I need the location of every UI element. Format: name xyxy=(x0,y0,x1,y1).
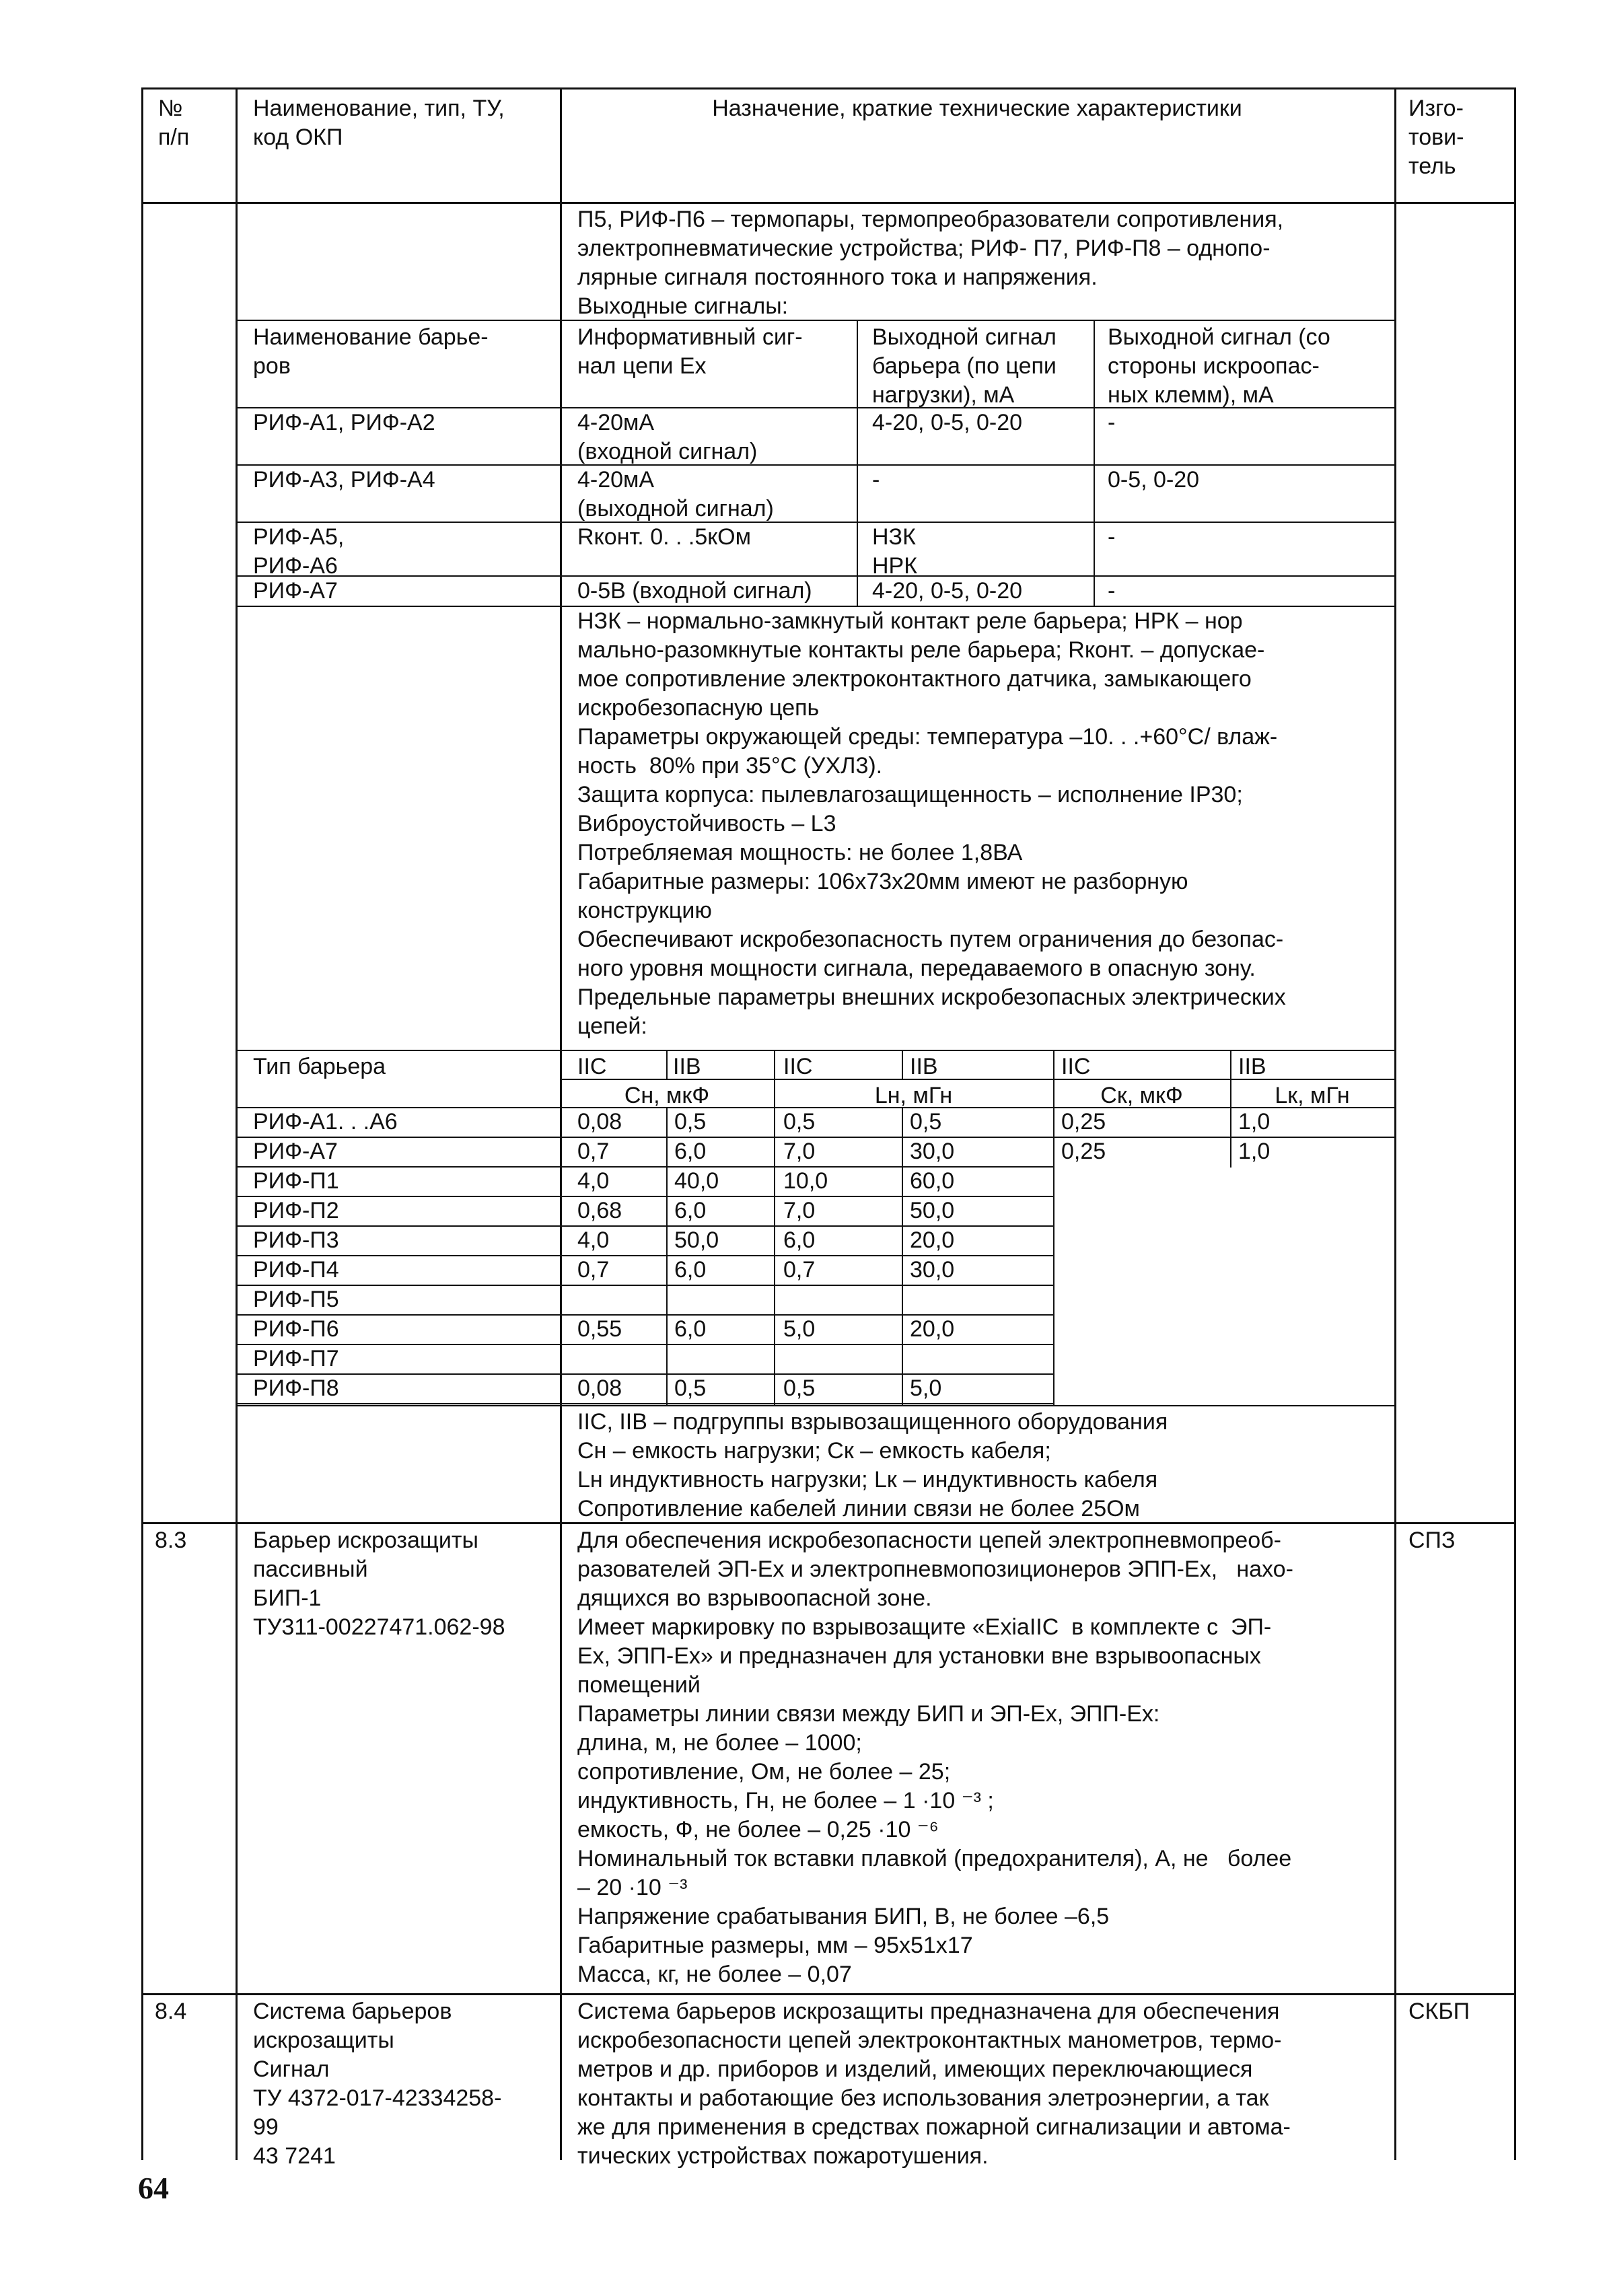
grid-line xyxy=(560,87,562,2160)
header-name-label: код ОКП xyxy=(253,124,343,150)
notes-text: Параметры окружающей среды: температура –10. . .+60°С/ влаж- xyxy=(577,724,1278,750)
row-8-3-name: Барьер искрозащиты xyxy=(253,1528,478,1553)
signals-row-output-terminals: - xyxy=(1108,578,1116,604)
grid-line xyxy=(666,1050,668,1079)
signals-row-name: РИФ-А3, РИФ-А4 xyxy=(253,467,435,493)
params-row-value: 4,0 xyxy=(577,1227,610,1253)
header-number-label: п/п xyxy=(158,124,190,150)
params-unit-label: Ск, мкФ xyxy=(1100,1083,1183,1108)
row-8-3-description: индуктивность, Гн, не более – 1 ·10 ⁻³ ; xyxy=(577,1788,994,1814)
grid-line xyxy=(141,1993,1514,1995)
row-8-4-name: 99 xyxy=(253,2114,279,2140)
signals-header-output-terminals: стороны искроопас- xyxy=(1108,353,1320,379)
row-8-3-description: Масса, кг, не более – 0,07 xyxy=(577,1962,852,1987)
grid-line xyxy=(236,1403,1053,1404)
params-row-value: 30,0 xyxy=(910,1257,955,1283)
params-row-value: 0,7 xyxy=(577,1139,610,1164)
params-row-value: 6,0 xyxy=(674,1257,707,1283)
grid-line xyxy=(1094,320,1095,606)
params-row-name: РИФ-П6 xyxy=(253,1316,339,1342)
params-group-label: IIB xyxy=(673,1054,701,1079)
legend-text: Lн индуктивность нагрузки; Lк – индуктивность кабеля xyxy=(577,1467,1158,1493)
intro-text: Выходные сигналы: xyxy=(577,293,789,319)
notes-text: конструкцию xyxy=(577,898,712,923)
params-row-value: 6,0 xyxy=(674,1139,707,1164)
signals-row-input: (входной сигнал) xyxy=(577,439,758,464)
row-8-4-name: ТУ 4372-017-42334258- xyxy=(253,2085,502,2111)
signals-row-output-load: НРК xyxy=(872,553,918,579)
signals-row-name: РИФ-А5, xyxy=(253,524,345,550)
row-8-3-description: Напряжение срабатывания БИП, В, не более –6,5 xyxy=(577,1904,1110,1929)
signals-header-output-terminals: ных клемм), мА xyxy=(1108,382,1274,408)
header-number-label: № xyxy=(158,96,183,121)
header-purpose-label: Назначение, краткие технические характеристики xyxy=(712,96,1242,121)
params-row-value: 0,7 xyxy=(783,1257,816,1283)
params-row-value: 7,0 xyxy=(783,1198,816,1223)
row-8-4-maker: СКБП xyxy=(1408,1999,1470,2024)
signals-row-output-terminals: - xyxy=(1108,524,1116,550)
params-unit-label: Lк, мГн xyxy=(1275,1083,1350,1108)
row-8-3-description: разователей ЭП-Ех и электропневмопозиционеров ЭПП-Ех, нахо- xyxy=(577,1556,1293,1582)
params-row-value: 0,68 xyxy=(577,1198,622,1223)
params-row-value: 0,5 xyxy=(783,1109,816,1135)
intro-text: электропневматические устройства; РИФ- П7, РИФ-П8 – однопо- xyxy=(577,236,1271,261)
signals-row-name: РИФ-А7 xyxy=(253,578,338,604)
params-unit-label: Сн, мкФ xyxy=(624,1083,710,1108)
grid-line xyxy=(236,522,1394,523)
notes-text: НЗК – нормально-замкнутый контакт реле барьера; НРК – нор xyxy=(577,608,1243,634)
params-row-value: 6,0 xyxy=(783,1227,816,1253)
grid-line xyxy=(236,1050,1394,1051)
notes-text: ного уровня мощности сигнала, передаваемого в опасную зону. xyxy=(577,956,1256,981)
row-8-4-name: Система барьеров xyxy=(253,1999,452,2024)
signals-header-name: Наименование барье- xyxy=(253,324,489,350)
params-group-label: IIC xyxy=(783,1054,813,1079)
grid-line xyxy=(141,202,1514,204)
params-row-value: 1,0 xyxy=(1238,1139,1271,1164)
signals-header-input: Информативный сиг- xyxy=(577,324,803,350)
params-row-name: РИФ-П3 xyxy=(253,1227,339,1253)
signals-header-input: нал цепи Ex xyxy=(577,353,707,379)
row-8-3-description: Имеет маркировку по взрывозащите «ExiaIIC в комплекте с ЭП- xyxy=(577,1614,1272,1640)
signals-row-name: РИФ-А6 xyxy=(253,553,338,579)
notes-text: ность 80% при 35°С (УХЛ3). xyxy=(577,753,883,779)
params-row-name: РИФ-П7 xyxy=(253,1346,339,1371)
grid-line xyxy=(857,320,858,606)
params-row-value: 60,0 xyxy=(910,1168,955,1194)
params-row-value: 0,08 xyxy=(577,1109,622,1135)
row-8-3-description: дящихся во взрывоопасной зоне. xyxy=(577,1585,932,1611)
notes-text: Обеспечивают искробезопасность путем ограничения до безопас- xyxy=(577,927,1284,952)
params-row-name: РИФ-А7 xyxy=(253,1139,338,1164)
signals-row-output-load: - xyxy=(872,467,880,493)
row-8-3-description: Ех, ЭПП-Ех» и предназначен для установки вне взрывоопасных xyxy=(577,1643,1261,1669)
row-8-3-number: 8.3 xyxy=(155,1528,187,1553)
row-8-3-description: – 20 ·10 ⁻³ xyxy=(577,1875,688,1900)
params-row-name: РИФ-П1 xyxy=(253,1168,339,1194)
legend-text: Сн – емкость нагрузки; Ск – емкость кабеля; xyxy=(577,1438,1051,1464)
params-group-label: IIB xyxy=(910,1054,938,1079)
signals-row-name: РИФ-А1, РИФ-А2 xyxy=(253,410,435,435)
row-8-4-description: тических устройствах пожаротушения. xyxy=(577,2143,989,2169)
signals-header-output-load: барьера (по цепи xyxy=(872,353,1057,379)
row-8-3-description: длина, м, не более – 1000; xyxy=(577,1730,862,1756)
header-maker-label: тель xyxy=(1408,153,1456,179)
row-8-3-description: Для обеспечения искробезопасности цепей электропневмопреоб- xyxy=(577,1528,1281,1553)
signals-row-input: 0-5В (входной сигнал) xyxy=(577,578,812,604)
notes-text: мально-разомкнутые контакты реле барьера; Rконт. – допускае- xyxy=(577,637,1265,663)
legend-text: Сопротивление кабелей линии связи не более 25Ом xyxy=(577,1496,1140,1521)
params-row-value: 10,0 xyxy=(783,1168,828,1194)
signals-row-output-load: 4-20, 0-5, 0-20 xyxy=(872,578,1023,604)
notes-text: мое сопротивление электроконтактного датчика, замыкающего xyxy=(577,666,1252,692)
row-8-4-name: искрозащиты xyxy=(253,2028,394,2053)
grid-line xyxy=(236,1405,1394,1406)
signals-header-output-load: нагрузки), мА xyxy=(872,382,1015,408)
intro-text: П5, РИФ-П6 – термопары, термопреобразователи сопротивления, xyxy=(577,207,1284,232)
params-row-value: 0,25 xyxy=(1061,1109,1106,1135)
row-8-4-description: контакты и работающие без использования элетроэнергии, а так xyxy=(577,2085,1269,2111)
params-row-value: 50,0 xyxy=(674,1227,719,1253)
legend-text: IIC, IIB – подгруппы взрывозащищенного оборудования xyxy=(577,1409,1168,1435)
row-8-3-description: помещений xyxy=(577,1672,701,1698)
grid-line xyxy=(236,87,238,2160)
params-group-label: IIB xyxy=(1238,1054,1266,1079)
params-group-label: IIC xyxy=(577,1054,607,1079)
grid-line xyxy=(236,1285,1053,1286)
notes-text: Габаритные размеры: 106х73х20мм имеют не разборную xyxy=(577,869,1188,894)
signals-header-output-terminals: Выходной сигнал (со xyxy=(1108,324,1330,350)
signals-row-input: 4-20мА xyxy=(577,467,655,493)
params-row-value: 5,0 xyxy=(783,1316,816,1342)
params-row-value: 0,5 xyxy=(674,1375,707,1401)
params-type-label: Тип барьера xyxy=(253,1054,386,1079)
notes-text: Виброустойчивость – L3 xyxy=(577,811,836,836)
signals-row-output-terminals: - xyxy=(1108,410,1116,435)
row-8-3-description: емкость, Ф, не более – 0,25 ·10 ⁻⁶ xyxy=(577,1817,939,1842)
params-row-value: 0,5 xyxy=(783,1375,816,1401)
row-8-3-name: БИП-1 xyxy=(253,1585,322,1611)
notes-text: Потребляемая мощность: не более 1,8ВА xyxy=(577,840,1023,865)
params-unit-label: Lн, мГн xyxy=(874,1083,953,1108)
params-row-value: 4,0 xyxy=(577,1168,610,1194)
notes-text: Защита корпуса: пылевлагозащищенность – исполнение IP30; xyxy=(577,782,1243,808)
row-8-4-description: же для применения в средствах пожарной сигнализации и автома- xyxy=(577,2114,1291,2140)
notes-text: искробезопасную цепь xyxy=(577,695,820,721)
params-row-value: 6,0 xyxy=(674,1316,707,1342)
params-row-name: РИФ-П8 xyxy=(253,1375,339,1401)
params-row-value: 20,0 xyxy=(910,1316,955,1342)
row-8-3-description: Номинальный ток вставки плавкой (предохранителя), А, не более xyxy=(577,1846,1292,1871)
signals-row-input: Rконт. 0. . .5кОм xyxy=(577,524,751,550)
signals-row-output-terminals: 0-5, 0-20 xyxy=(1108,467,1200,493)
params-row-value: 50,0 xyxy=(910,1198,955,1223)
signals-header-name: ров xyxy=(253,353,291,379)
params-row-name: РИФ-П4 xyxy=(253,1257,339,1283)
grid-line xyxy=(236,1344,1053,1345)
row-8-3-name: пассивный xyxy=(253,1556,368,1582)
params-row-value: 0,5 xyxy=(674,1109,707,1135)
row-8-3-name: ТУ311-00227471.062-98 xyxy=(253,1614,505,1640)
params-row-value: 0,55 xyxy=(577,1316,622,1342)
row-8-4-name: Сигнал xyxy=(253,2056,330,2082)
signals-row-output-load: 4-20, 0-5, 0-20 xyxy=(872,410,1023,435)
params-row-value: 1,0 xyxy=(1238,1109,1271,1135)
signals-row-output-load: НЗК xyxy=(872,524,916,550)
row-8-3-maker: СПЗ xyxy=(1408,1528,1456,1553)
row-8-4-description: Система барьеров искрозащиты предназначена для обеспечения xyxy=(577,1999,1280,2024)
signals-header-output-load: Выходной сигнал xyxy=(872,324,1057,350)
row-8-4-description: искробезопасности цепей электроконтактных манометров, термо- xyxy=(577,2028,1282,2053)
row-8-3-description: сопротивление, Ом, не более – 25; xyxy=(577,1759,951,1785)
row-8-3-description: Параметры линии связи между БИП и ЭП-Ех, ЭПП-Ех: xyxy=(577,1701,1160,1727)
grid-line xyxy=(236,575,1394,577)
grid-line xyxy=(141,87,1514,89)
params-row-value: 30,0 xyxy=(910,1139,955,1164)
params-row-value: 40,0 xyxy=(674,1168,719,1194)
params-row-value: 0,08 xyxy=(577,1375,622,1401)
params-group-label: IIC xyxy=(1061,1054,1091,1079)
notes-text: цепей: xyxy=(577,1013,647,1039)
header-name-label: Наименование, тип, ТУ, xyxy=(253,96,505,121)
row-8-3-description: Габаритные размеры, мм – 95х51х17 xyxy=(577,1933,973,1958)
params-row-value: 0,5 xyxy=(910,1109,942,1135)
params-row-name: РИФ-А1. . .А6 xyxy=(253,1109,398,1135)
row-8-4-description: метров и др. приборов и изделий, имеющих переключающиеся xyxy=(577,2056,1253,2082)
grid-line xyxy=(902,1050,903,1079)
params-row-value: 7,0 xyxy=(783,1139,816,1164)
row-8-4-name: 43 7241 xyxy=(253,2143,336,2169)
params-row-value: 0,7 xyxy=(577,1257,610,1283)
grid-line xyxy=(1514,87,1516,2160)
row-8-4-number: 8.4 xyxy=(155,1999,187,2024)
grid-line xyxy=(1394,87,1396,2160)
intro-text: лярные сигналя постоянного тока и напряжения. xyxy=(577,264,1098,290)
params-row-name: РИФ-П5 xyxy=(253,1287,339,1312)
signals-row-input: 4-20мА xyxy=(577,410,655,435)
params-row-name: РИФ-П2 xyxy=(253,1198,339,1223)
notes-text: Предельные параметры внешних искробезопасных электрических xyxy=(577,984,1286,1010)
params-row-value: 5,0 xyxy=(910,1375,942,1401)
params-row-value: 6,0 xyxy=(674,1198,707,1223)
header-maker-label: тови- xyxy=(1408,124,1464,150)
signals-row-input: (выходной сигнал) xyxy=(577,496,774,522)
page-number: 64 xyxy=(138,2171,169,2205)
header-maker-label: Изго- xyxy=(1408,96,1464,121)
grid-line xyxy=(141,87,143,2160)
grid-line xyxy=(236,320,1394,321)
params-row-value: 0,25 xyxy=(1061,1139,1106,1164)
params-row-value: 20,0 xyxy=(910,1227,955,1253)
